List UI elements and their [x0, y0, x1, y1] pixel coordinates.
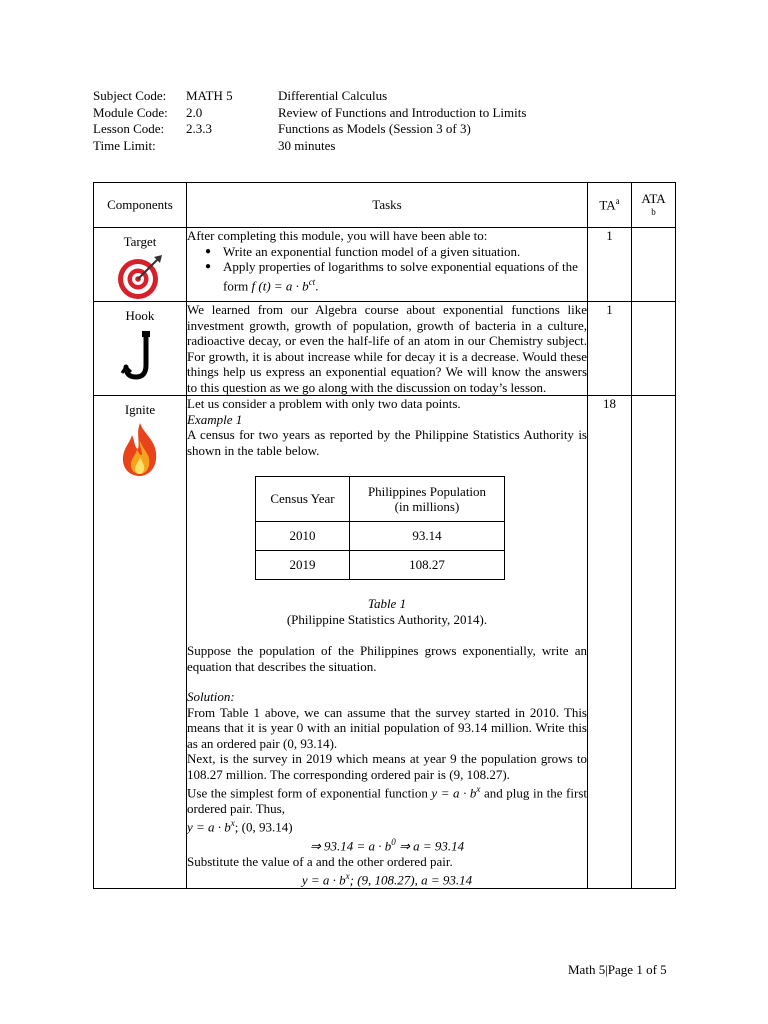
population-header-line2: (in millions)	[394, 499, 460, 514]
ata-header-text: ATA	[641, 190, 666, 206]
solution-step-3	[187, 782, 587, 816]
header-row-subject	[93, 88, 526, 105]
formula-exponent: x	[476, 784, 481, 794]
solution-title: Solution:	[187, 689, 235, 704]
eq3-right: ; (9, 108.27), a = 93.14	[349, 872, 473, 888]
census-year-cell: 2010	[256, 522, 350, 551]
equation-1	[187, 816, 587, 835]
objective-text: Apply properties of logarithms to solve exponential equations of the form	[223, 259, 578, 293]
page-footer: Math 5|Page 1 of 5	[568, 962, 667, 977]
list-item	[205, 244, 587, 260]
example-text: A census for two years as reported by the Philippine Statistics Authority is shown in the table below.	[187, 427, 587, 458]
target-component	[94, 228, 187, 302]
ignite-ata	[632, 396, 676, 889]
solution-step-4: Substitute the value of a and the other ordered pair.	[187, 853, 453, 869]
target-formula: f (t) = a · b	[251, 277, 309, 293]
header-desc: Review of Functions and Introduction to Limits	[278, 104, 527, 120]
header-desc: 30 minutes	[278, 137, 336, 153]
fire-icon	[118, 421, 162, 477]
eq1-tail: ; (0, 93.14)	[234, 819, 293, 835]
hook-row	[94, 302, 676, 396]
census-year-cell: 2019	[256, 551, 350, 580]
ta-header	[588, 183, 632, 228]
target-ta: 1	[588, 228, 632, 302]
header-row-time	[93, 138, 526, 155]
target-row	[94, 228, 676, 302]
ta-sup: a	[615, 196, 620, 207]
target-intro: After completing this module, you will have been able to:	[187, 228, 488, 243]
formula-exponent: x	[230, 818, 235, 829]
equation-2	[187, 835, 587, 854]
solution-step-1: From Table 1 above, we can assume that the survey started in 2010. This means that it is year 0 with an initial population of 93.14 million. Write this as an ordered pair (0, 93.14).	[187, 704, 587, 751]
population-header-line1: Philippines Population	[367, 483, 487, 499]
hook-ata	[632, 302, 676, 396]
hook-ta: 1	[588, 302, 632, 396]
header-label: Lesson Code:	[93, 121, 165, 136]
population-cell: 108.27	[350, 551, 505, 580]
target-icon	[116, 253, 164, 301]
ata-header	[632, 183, 676, 228]
ata-sub: b	[651, 206, 656, 217]
problem-statement: Suppose the population of the Philippines grows exponentially, write an equation that describes the situation.	[187, 643, 587, 674]
formula-exponent: x	[345, 871, 350, 882]
population-header	[350, 477, 505, 522]
header-desc: Differential Calculus	[278, 88, 388, 103]
formula-exponent: 0	[391, 837, 396, 848]
header-row-module	[93, 105, 526, 122]
eq3-left: y = a · b	[301, 872, 346, 888]
header-label: Subject Code:	[93, 88, 167, 103]
header-code	[186, 138, 278, 155]
table-row	[256, 477, 505, 522]
tasks-header: Tasks	[187, 183, 588, 228]
objective-text: Write an exponential function model of a given situation.	[223, 243, 521, 259]
header-code: 2.0	[186, 104, 203, 120]
lesson-header	[93, 88, 526, 154]
target-task	[187, 228, 588, 302]
table-row	[256, 522, 505, 551]
table-header-row	[94, 183, 676, 228]
step-3-text-end: and plug in the first ordered pair. Thus,	[187, 785, 587, 816]
ignite-component	[94, 396, 187, 889]
ignite-row	[94, 396, 676, 889]
step-3-text: Use the simplest form of exponential function	[187, 785, 428, 801]
census-year-header: Census Year	[256, 477, 350, 522]
ignite-intro: Let us consider a problem with only two data points.	[187, 396, 461, 411]
ignite-label: Ignite	[124, 402, 156, 417]
target-label: Target	[123, 234, 157, 249]
eq1-formula: y = a · b	[187, 819, 231, 835]
hook-task: We learned from our Algebra course about exponential functions like investment growth, growth of population, growth of bacteria in a culture, radioactive decay, or even the half-life of an atom in our Chemistry subject. For growth, it is about increase while for decay it is a decrease. Would these things help us express an exponential equation? We will know the answers to this question as we go along with the discussion on today’s lesson.	[187, 302, 587, 395]
example-title: Example 1	[187, 411, 243, 427]
hook-component	[94, 302, 187, 396]
header-desc: Functions as Models (Session 3 of 3)	[278, 121, 471, 136]
lesson-table	[93, 182, 676, 889]
table-caption: Table 1	[367, 596, 407, 611]
ta-header-text: TA	[599, 197, 616, 213]
table-row	[256, 551, 505, 580]
objectives-list	[187, 244, 587, 294]
step-3-formula: y = a · b	[431, 785, 477, 801]
header-code: MATH 5	[186, 88, 233, 103]
target-ata	[632, 228, 676, 302]
equation-3	[187, 869, 587, 888]
list-item: ● Apply properties of logarithms to solve exponential equations of the form f $(t) = a \cdot b^{ct}$.	[205, 259, 587, 293]
solution-step-2: Next, is the survey in 2019 which means at year 9 the population grows to 108.27 million. The corresponding ordered pair is (9, 108.27).	[187, 751, 587, 782]
header-row-lesson	[93, 121, 526, 138]
census-table	[255, 476, 505, 580]
ignite-ta: 18	[588, 396, 632, 889]
hook-icon	[120, 327, 160, 383]
header-code: 2.3.3	[186, 121, 212, 136]
header-label: Module Code:	[93, 104, 168, 120]
eq2-left: ⇒ 93.14 = a · b	[309, 838, 392, 854]
ignite-task	[187, 396, 588, 889]
formula-exponent: ct	[308, 276, 316, 287]
population-cell: 93.14	[350, 522, 505, 551]
header-label: Time Limit:	[93, 137, 156, 153]
components-header: Components	[94, 183, 187, 228]
eq2-right: ⇒ a = 93.14	[399, 838, 465, 854]
table-source: (Philippine Statistics Authority, 2014).	[286, 611, 488, 627]
hook-label: Hook	[125, 308, 155, 323]
